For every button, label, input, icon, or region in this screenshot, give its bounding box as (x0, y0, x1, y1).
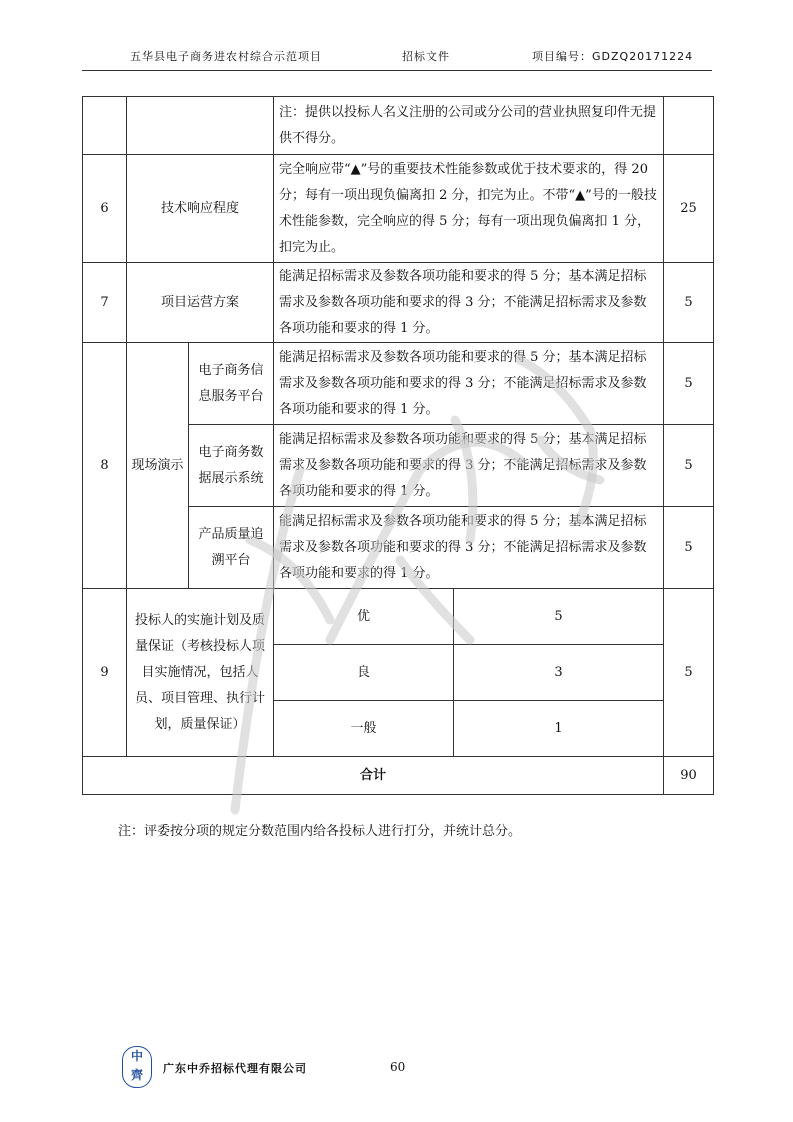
cell-item: 项目运营方案 (127, 263, 274, 343)
footnote: 注：评委按分项的规定分数范围内给各投标人进行打分，并统计总分。 (118, 824, 522, 839)
cell-total-score: 90 (664, 757, 714, 795)
header-doc-type: 招标文件 (402, 50, 450, 63)
cell-no (83, 97, 127, 155)
cell-score (664, 97, 714, 155)
cell-grade-level: 良 (274, 645, 454, 701)
cell-item: 技术响应程度 (127, 155, 274, 263)
cell-grade-level: 一般 (274, 701, 454, 757)
cell-score: 5 (664, 425, 714, 507)
page-footer (0, 1040, 793, 1100)
header-project-code: 项目编号：GDZQ20171224 (532, 50, 694, 63)
page-header (82, 48, 712, 72)
cell-grade-points: 5 (454, 589, 664, 645)
cell-criteria: 能满足招标需求及参数各项功能和要求的得 5 分；基本满足招标需求及参数各项功能和要求的得 3 分；不能满足招标需求及参数各项功能和要求的得 1 分。 (274, 263, 664, 343)
cell-grade-level: 优 (274, 589, 454, 645)
cell-criteria: 完全响应带“▲”号的重要技术性能参数或优于技术要求的，得 20 分；每有一项出现负偏离扣 2 分，扣完为止。不带“▲”号的一般技术性能参数，完全响应的得 5 分；每有一项出现负偏离扣 1 分，扣完为止。 (274, 155, 664, 263)
cell-sub-item: 产品质量追溯平台 (189, 507, 274, 589)
cell-score: 5 (664, 263, 714, 343)
cell-item (127, 97, 274, 155)
cell-criteria: 注：提供以投标人名义注册的公司或分公司的营业执照复印件无提供不得分。 (274, 97, 664, 155)
table-row-total (83, 757, 714, 795)
table-row-continued (83, 97, 714, 155)
cell-no: 6 (83, 155, 127, 263)
cell-sub-item: 电子商务信息服务平台 (189, 343, 274, 425)
cell-score: 5 (664, 589, 714, 757)
cell-no: 9 (83, 589, 127, 757)
cell-criteria: 能满足招标需求及参数各项功能和要求的得 5 分；基本满足招标需求及参数各项功能和要求的得 3 分；不能满足招标需求及参数各项功能和要求的得 1 分。 (274, 425, 664, 507)
cell-sub-item: 电子商务数据展示系统 (189, 425, 274, 507)
cell-criteria: 能满足招标需求及参数各项功能和要求的得 5 分；基本满足招标需求及参数各项功能和要求的得 3 分；不能满足招标需求及参数各项功能和要求的得 1 分。 (274, 507, 664, 589)
table-row-7 (83, 263, 714, 343)
cell-grade-points: 1 (454, 701, 664, 757)
header-project-name: 五华县电子商务进农村综合示范项目 (130, 50, 322, 63)
cell-score: 5 (664, 507, 714, 589)
table-row-9a (83, 589, 714, 645)
header-divider (82, 70, 712, 71)
cell-item: 现场演示 (127, 343, 189, 589)
company-logo: 中 齊 (122, 1046, 152, 1088)
cell-score: 5 (664, 343, 714, 425)
table-row-8a (83, 343, 714, 425)
company-name: 广东中乔招标代理有限公司 (163, 1062, 307, 1075)
cell-total-label: 合计 (83, 757, 664, 795)
cell-criteria: 能满足招标需求及参数各项功能和要求的得 5 分；基本满足招标需求及参数各项功能和要求的得 3 分；不能满足招标需求及参数各项功能和要求的得 1 分。 (274, 343, 664, 425)
scoring-table (82, 96, 714, 795)
cell-item: 投标人的实施计划及质量保证（考核投标人项目实施情况，包括人员、项目管理、执行计划，质量保证） (127, 589, 274, 757)
cell-no: 7 (83, 263, 127, 343)
cell-no: 8 (83, 343, 127, 589)
cell-score: 25 (664, 155, 714, 263)
cell-grade-points: 3 (454, 645, 664, 701)
page-number: 60 (390, 1060, 406, 1074)
table-row-6 (83, 155, 714, 263)
